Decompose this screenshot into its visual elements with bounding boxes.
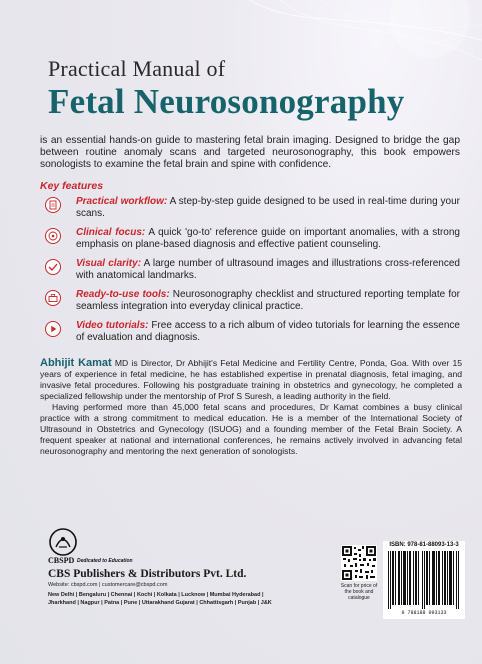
author-bio-paragraph-2: Having performed more than 45,000 fetal scans and procedures, Dr Kamat combines a busy clinical practice with a strong commitment to medical education. He is a member of the International Society of Ultrasound in Obstetrics and Gynecology (ISUOG) and a founding member of the Fetal Brain Society. A frequent speaker at national and international conferences, he remains actively involved in advancing fetal neurosonography and mentoring the next generation of sonologists. bbox=[40, 402, 462, 456]
feature-name: Video tutorials: bbox=[76, 320, 149, 331]
play-icon bbox=[45, 321, 61, 337]
feature-name: Practical workflow: bbox=[76, 196, 168, 207]
publisher-logo bbox=[48, 527, 86, 557]
isbn-text: ISBN: 978-81-88093-13-3 bbox=[389, 542, 459, 548]
author-bio bbox=[40, 358, 462, 457]
feature-name: Ready-to-use tools: bbox=[76, 289, 170, 300]
title-line-1: Practical Manual of bbox=[48, 56, 226, 81]
author-name: Abhijit Kamat bbox=[40, 357, 112, 369]
publisher-logo-text: CBSPD bbox=[48, 556, 75, 565]
qr-code[interactable] bbox=[341, 545, 377, 581]
feature-text: A step-by-step guide designed to be used in real-time during your scans. bbox=[76, 196, 461, 219]
publisher-name: CBS Publishers & Distributors Pvt. Ltd. bbox=[48, 568, 247, 580]
eye-check-icon bbox=[45, 259, 61, 275]
publisher-website: Website: cbspd.com | customercare@cbspd.com bbox=[48, 582, 168, 588]
author-bio-paragraph-1: MD is Director, Dr Abhijit's Fetal Medicine and Fertility Centre, Ponda, Goa. With over 15 years of experience in fetal medicine, he has established expertise in prenatal diagnosis, fetal imaging, and invasive fetal procedures. Following his postgraduate training in obstetrics and gynecology, he completed a specialized fellowship under the mentorship of Prof S Suresh, a leading authority in the field. bbox=[40, 358, 462, 401]
feature-text: Free access to a rich album of video tutorials for learning the essence of evaluation and diagnosis. bbox=[76, 320, 460, 343]
feature-text: A quick 'go-to' reference guide on important anomalies, with a strong emphasis on plane-based diagnosis and effective patient counseling. bbox=[76, 227, 460, 250]
feature-name: Visual clarity: bbox=[76, 258, 142, 269]
target-icon bbox=[45, 228, 61, 244]
barcode bbox=[386, 551, 462, 609]
key-features-heading: Key features bbox=[40, 180, 104, 192]
barcode-number: 9 788188 093133 bbox=[401, 610, 447, 616]
qr-caption: Scan for price of the book and catalogue bbox=[340, 583, 378, 601]
publisher-tagline: Dedicated to Education bbox=[77, 558, 133, 564]
feature-text: A large number of ultrasound images and illustrations cross-referenced with anatomical landmarks. bbox=[76, 258, 460, 281]
feature-name: Clinical focus: bbox=[76, 227, 146, 238]
publisher-cities: New Delhi | Bengaluru | Chennai | Kochi | Kolkata | Lucknow | Mumbai Hyderabad | Jharkhand | Nagpur | Patna | Pune | Uttarakhand Gujarat | Chhattisgarh | Punjab | J&K bbox=[48, 592, 272, 606]
barcode-box bbox=[383, 541, 465, 619]
book-title: Fetal Neurosonography bbox=[48, 82, 405, 121]
clipboard-icon bbox=[45, 197, 61, 213]
feature-text: Neurosonography checklist and structured reporting template for seamless integration into everyday clinical practice. bbox=[76, 289, 460, 312]
intro-paragraph: is an essential hands-on guide to mastering fetal brain imaging. Designed to bridge the gap between routine anomaly scans and targeted neurosonography, this book empowers sonologists to examine the fetal brain and spine with confidence. bbox=[40, 135, 460, 170]
toolbox-icon bbox=[45, 290, 61, 306]
